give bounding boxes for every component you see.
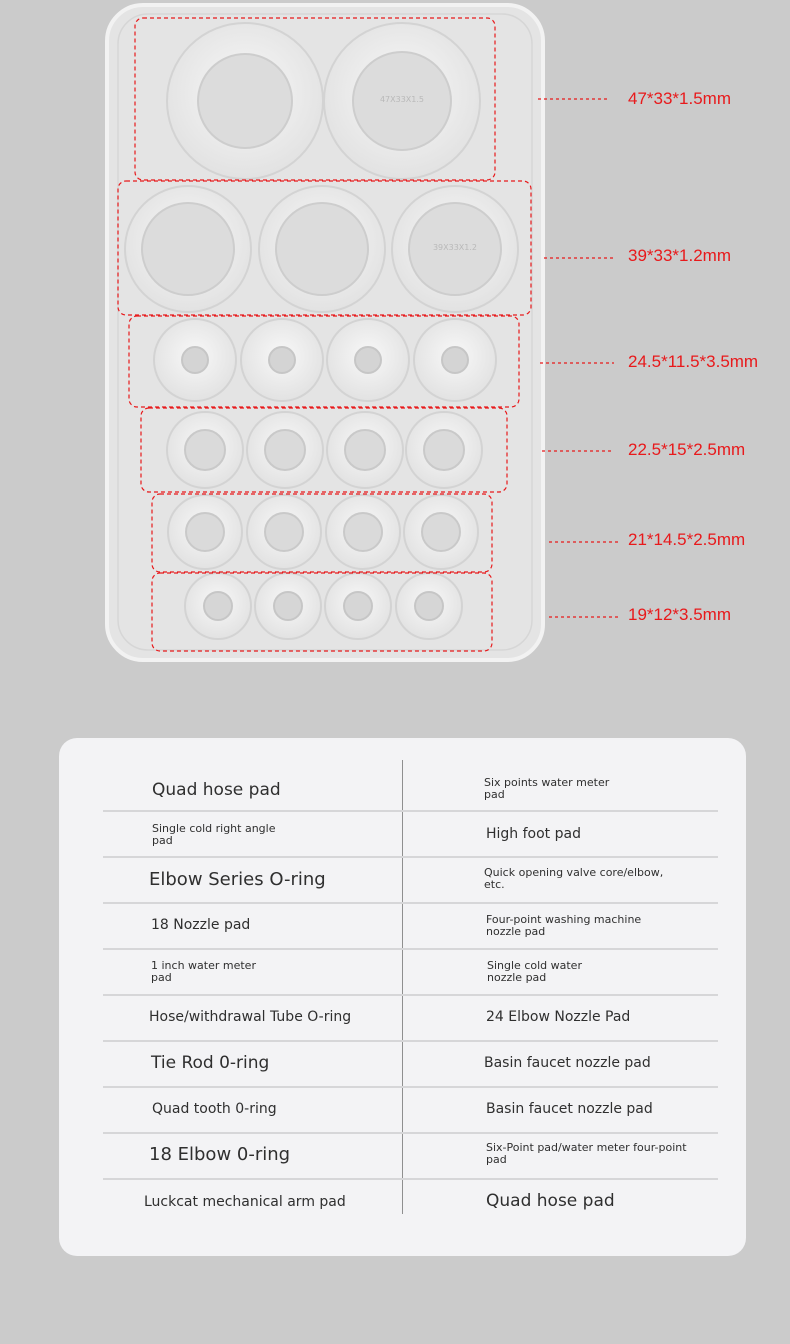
table-cell-right: High foot pad <box>486 826 581 842</box>
o-ring-hole <box>422 513 460 551</box>
dimension-label-39x33: 39*33*1.2mm <box>628 246 732 265</box>
table-cell-right: Basin faucet nozzle pad <box>486 1101 653 1117</box>
o-ring-hole <box>182 347 208 373</box>
o-ring-hole <box>185 430 225 470</box>
table-cell-right: Six-Point pad/water meter four-point pad <box>486 1141 687 1167</box>
ring-group-39x33 <box>125 186 518 312</box>
column-divider <box>402 760 403 1214</box>
row-divider <box>103 1178 718 1180</box>
dimension-label-47x33: 47*33*1.5mm <box>628 89 732 108</box>
o-ring-hole <box>265 430 305 470</box>
table-cell-left: 1 inch water meter pad <box>151 959 256 985</box>
table-cell-right: Single cold water nozzle pad <box>487 959 582 985</box>
o-ring-hole <box>274 592 302 620</box>
row-divider <box>103 810 718 812</box>
row-divider <box>103 856 718 858</box>
o-ring-hole <box>355 347 381 373</box>
o-ring-hole <box>186 513 224 551</box>
table-cell-right: Quad hose pad <box>486 1191 615 1211</box>
table-cell-left: Quad tooth 0-ring <box>152 1101 277 1117</box>
o-ring-hole <box>265 513 303 551</box>
row-divider <box>103 994 718 996</box>
row-divider <box>103 1132 718 1134</box>
row-divider <box>103 1040 718 1042</box>
row-divider <box>103 1086 718 1088</box>
dimension-label-21x14.5: 21*14.5*2.5mm <box>628 530 746 549</box>
o-ring-hole <box>424 430 464 470</box>
table-cell-right: 24 Elbow Nozzle Pad <box>486 1009 631 1025</box>
o-ring-hole <box>345 430 385 470</box>
table-cell-left: Single cold right angle pad <box>152 822 276 848</box>
o-ring-hole <box>142 203 234 295</box>
o-ring-hole <box>204 592 232 620</box>
tray-print-47x33: 47X33X1.5 <box>379 95 425 104</box>
row-divider <box>103 948 718 950</box>
tray-print-39x33: 39X33X1.2 <box>432 243 478 252</box>
dimension-label-24.5x11.5: 24.5*11.5*3.5mm <box>628 352 759 371</box>
o-ring-hole <box>269 347 295 373</box>
o-ring-hole <box>344 513 382 551</box>
dimension-label-19x12: 19*12*3.5mm <box>628 605 732 624</box>
dimension-label-22.5x15: 22.5*15*2.5mm <box>628 440 746 459</box>
table-cell-left: Tie Rod 0-ring <box>151 1053 270 1073</box>
o-ring-hole <box>415 592 443 620</box>
table-cell-right: Six points water meter pad <box>484 776 610 802</box>
table-cell-left: Quad hose pad <box>152 780 281 800</box>
application-table-card <box>59 738 746 1256</box>
table-cell-left: Hose/withdrawal Tube O-ring <box>149 1009 352 1025</box>
table-cell-right: Quick opening valve core/elbow, etc. <box>484 866 664 892</box>
o-ring-hole <box>442 347 468 373</box>
table-cell-left: 18 Elbow 0-ring <box>149 1144 291 1165</box>
o-ring-hole <box>276 203 368 295</box>
table-cell-right: Basin faucet nozzle pad <box>484 1055 651 1071</box>
table-cell-left: 18 Nozzle pad <box>151 917 251 933</box>
table-cell-right: Four-point washing machine nozzle pad <box>486 913 642 939</box>
table-cell-left: Elbow Series O-ring <box>149 869 326 890</box>
row-divider <box>103 902 718 904</box>
o-ring-hole <box>344 592 372 620</box>
leader-lines <box>538 99 619 617</box>
table-cell-left: Luckcat mechanical arm pad <box>144 1194 346 1210</box>
o-ring-hole <box>198 54 292 148</box>
